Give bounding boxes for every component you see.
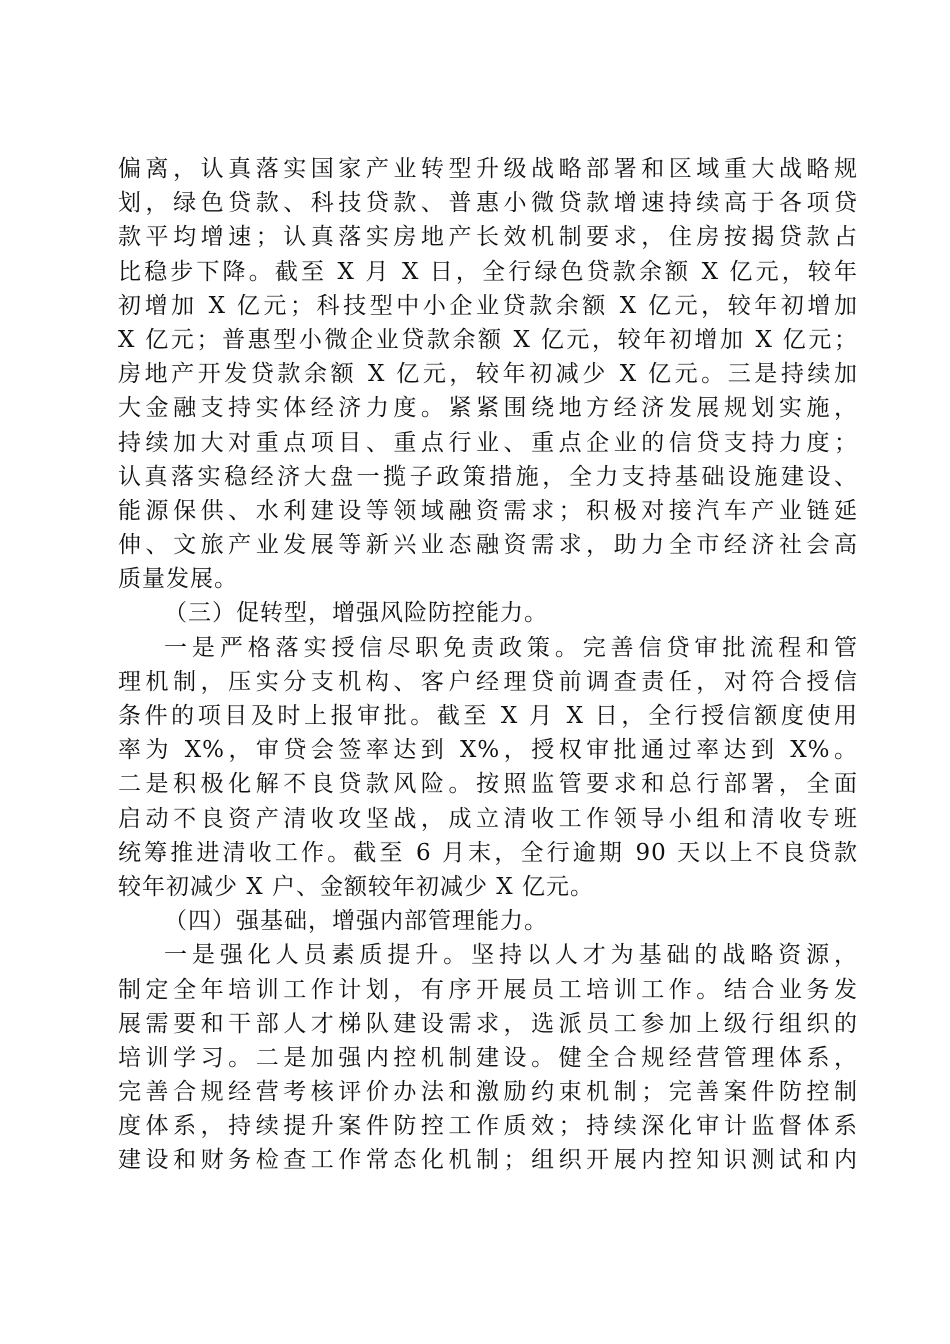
text-line: 一是强化人员素质提升。坚持以人才为基础的战略资源， [164, 942, 858, 969]
text-line: 款平均增速；认真落实房地产长效机制要求，住房按揭贷款占 [118, 224, 858, 251]
text-line: 能源保供、水利建设等领域融资需求；积极对接汽车产业链延 [118, 497, 858, 524]
section-heading: （三）促转型，增强风险防控能力。 [164, 600, 548, 627]
text-line: 度体系，持续提升案件防控工作质效；持续深化审计监督体系 [118, 1113, 858, 1140]
section-heading: （四）强基础，增强内部管理能力。 [164, 908, 548, 935]
text-line: 比稳步下降。截至 X 月 X 日，全行绿色贷款余额 X 亿元，较年 [118, 258, 858, 285]
text-line: 统筹推进清收工作。截至 6 月末，全行逾期 90 天以上不良贷款 [118, 839, 858, 866]
text-line: 伸、文旅产业发展等新兴业态融资需求，助力全市经济社会高 [118, 532, 858, 559]
text-line: 启动不良资产清收攻坚战，成立清收工作领导小组和清收专班 [118, 805, 858, 832]
text-line: 完善合规经营考核评价办法和激励约束机制；完善案件防控制 [118, 1079, 858, 1106]
text-line: 划，绿色贷款、科技贷款、普惠小微贷款增速持续高于各项贷 [118, 190, 858, 217]
text-line: 建设和财务检查工作常态化机制；组织开展内控知识测试和内 [118, 1147, 858, 1174]
text-line: X 亿元；普惠型小微企业贷款余额 X 亿元，较年初增加 X 亿元； [118, 326, 858, 353]
text-line: 条件的项目及时上报审批。截至 X 月 X 日，全行授信额度使用 [118, 703, 858, 729]
text-line: 大金融支持实体经济力度。紧紧围绕地方经济发展规划实施， [118, 395, 858, 422]
text-line: 展需要和干部人才梯队建设需求，选派员工参加上级行组织的 [118, 1010, 858, 1037]
text-line: 质量发展。 [118, 566, 238, 593]
text-line: 制定全年培训工作计划，有序开展员工培训工作。结合业务发 [118, 976, 858, 1003]
text-line: 偏离，认真落实国家产业转型升级战略部署和区域重大战略规 [118, 156, 858, 182]
text-line: 初增加 X 亿元；科技型中小企业贷款余额 X 亿元，较年初增加 [118, 292, 858, 319]
text-line: 较年初减少 X 户、金额较年初减少 X 亿元。 [118, 873, 594, 900]
text-line: 房地产开发贷款余额 X 亿元，较年初减少 X 亿元。三是持续加 [118, 361, 858, 388]
text-line: 培训学习。二是加强内控机制建设。健全合规经营管理体系， [118, 1044, 858, 1071]
body-text [118, 152, 858, 1178]
text-line: 率为 X%，审贷会签率达到 X%，授权审批通过率达到 X%。 [118, 737, 858, 764]
text-line: 理机制，压实分支机构、客户经理贷前调查责任，对符合授信 [118, 668, 858, 695]
text-line: 认真落实稳经济大盘一揽子政策措施，全力支持基础设施建设、 [118, 463, 858, 490]
text-line: 一是严格落实授信尽职免责政策。完善信贷审批流程和管 [164, 634, 858, 661]
text-line: 二是积极化解不良贷款风险。按照监管要求和总行部署，全面 [118, 771, 858, 798]
text-line: 持续加大对重点项目、重点行业、重点企业的信贷支持力度； [118, 429, 858, 456]
